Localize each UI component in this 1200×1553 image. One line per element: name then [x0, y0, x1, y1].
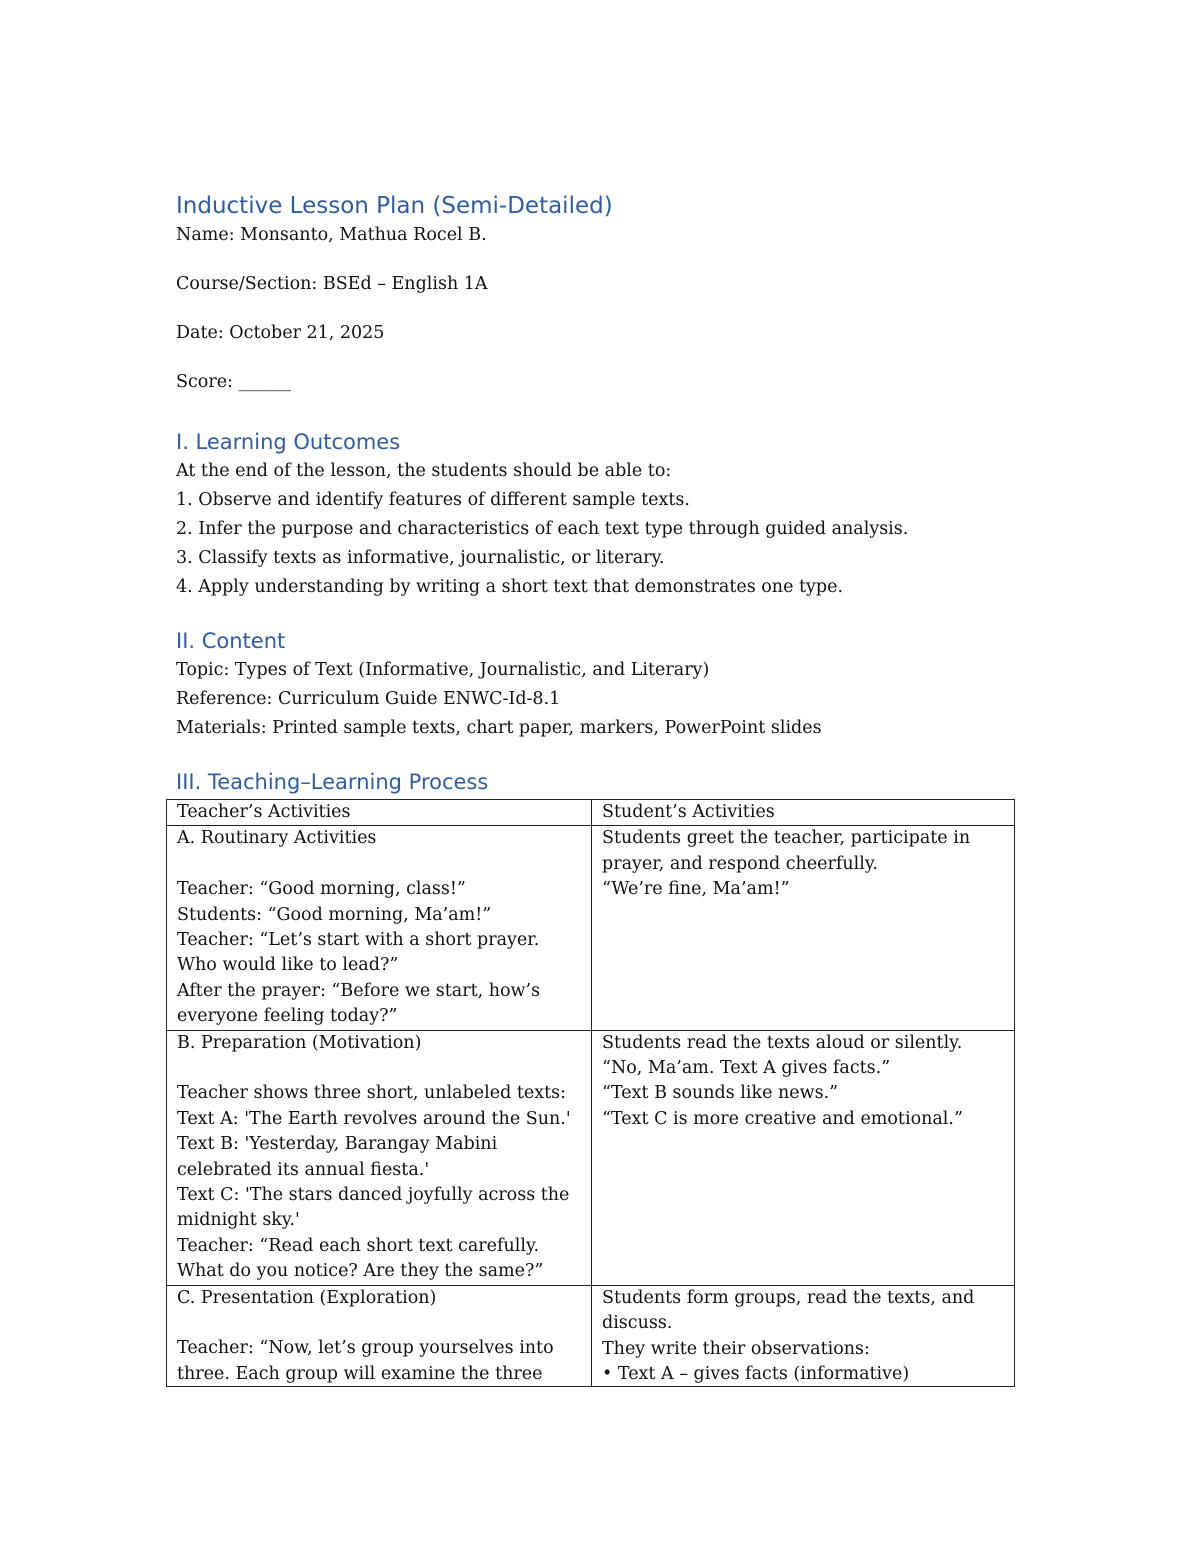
table-row [167, 826, 1015, 1030]
student-activities-cell [592, 1285, 1015, 1386]
outcome-item: 3. Classify texts as informative, journalistic, or literary. [176, 548, 665, 568]
teacher-activities-cell [167, 826, 592, 1030]
document-title: Inductive Lesson Plan (Semi-Detailed) [176, 193, 613, 219]
student-activities-cell [592, 1030, 1015, 1285]
teacher-line: Teacher: “Good morning, class!” [177, 879, 466, 900]
lesson-date: Date: October 21, 2025 [176, 323, 385, 343]
activity-title: B. Preparation (Motivation) [177, 1032, 422, 1053]
blank-line [177, 1056, 583, 1081]
outcomes-intro: At the end of the lesson, the students should be able to: [176, 461, 672, 481]
teacher-line: Teacher: “Read each short text carefully. What do you notice? Are they the same?” [177, 1235, 544, 1282]
outcome-item: 1. Observe and identify features of different sample texts. [176, 490, 690, 510]
student-activities-cell [592, 826, 1015, 1030]
content-topic: Topic: Types of Text (Informative, Journalistic, and Literary) [176, 660, 710, 680]
teacher-line: After the prayer: “Before we start, how’s everyone feeling today?” [177, 980, 541, 1027]
student-line: “No, Ma’am. Text A gives facts.” [602, 1058, 891, 1079]
process-heading: III. Teaching–Learning Process [176, 770, 489, 794]
process-table [166, 799, 1015, 1387]
outcome-item: 4. Apply understanding by writing a short text that demonstrates one type. [176, 577, 844, 597]
student-line: “We’re fine, Ma’am!” [602, 879, 790, 900]
table-row [167, 1030, 1015, 1285]
teacher-line: Students: “Good morning, Ma’am!” [177, 904, 492, 925]
cell-clip [602, 1286, 1006, 1386]
teacher-activities-cell [167, 1285, 592, 1386]
student-line: “Text C is more creative and emotional.” [602, 1108, 963, 1129]
document-body [176, 190, 1016, 1387]
content-reference: Reference: Curriculum Guide ENWC-Id-8.1 [176, 689, 561, 709]
outcome-item: 2. Infer the purpose and characteristics of each text type through guided analysis. [176, 519, 909, 539]
student-line: “Text B sounds like news.” [602, 1083, 839, 1104]
score-field: Score: ______ [176, 372, 292, 392]
student-line: Students read the texts aloud or silently. [602, 1032, 963, 1053]
teacher-line: Teacher: “Let’s start with a short prayer. Who would like to lead?” [177, 930, 540, 976]
student-line: Students greet the teacher, participate in prayer, and respond cheerfully. [602, 828, 971, 874]
teacher-line: Teacher shows three short, unlabeled texts: [177, 1083, 567, 1104]
student-line: They write their observations: [602, 1338, 870, 1359]
teacher-line: Text B: 'Yesterday, Barangay Mabini celebrated its annual fiesta.' [177, 1134, 498, 1180]
student-name: Name: Monsanto, Mathua Rocel B. [176, 225, 487, 245]
course-section: Course/Section: BSEd – English 1A [176, 274, 488, 294]
learning-outcomes-heading: I. Learning Outcomes [176, 430, 401, 454]
blank-line [177, 852, 583, 877]
activity-title: A. Routinary Activities [177, 828, 377, 849]
student-column-header: Student’s Activities [592, 800, 1015, 826]
blank-line [177, 1311, 583, 1336]
teacher-line: Text A: 'The Earth revolves around the Sun.' [177, 1108, 571, 1129]
activity-title: C. Presentation (Exploration) [177, 1287, 437, 1308]
student-line: • Text A – gives facts (informative) [602, 1363, 910, 1384]
teacher-column-header: Teacher’s Activities [167, 800, 592, 826]
table-header-row [167, 800, 1015, 826]
teacher-line: Text C: 'The stars danced joyfully across the midnight sky.' [177, 1185, 570, 1231]
table-row [167, 1285, 1015, 1386]
teacher-line: Teacher: “Now, let’s group yourselves into three. Each group will examine the three [177, 1338, 554, 1384]
cell-clip [177, 1286, 583, 1386]
content-heading: II. Content [176, 629, 286, 653]
content-materials: Materials: Printed sample texts, chart paper, markers, PowerPoint slides [176, 718, 822, 738]
student-line: Students form groups, read the texts, and discuss. [602, 1287, 975, 1334]
teacher-activities-cell [167, 1030, 592, 1285]
